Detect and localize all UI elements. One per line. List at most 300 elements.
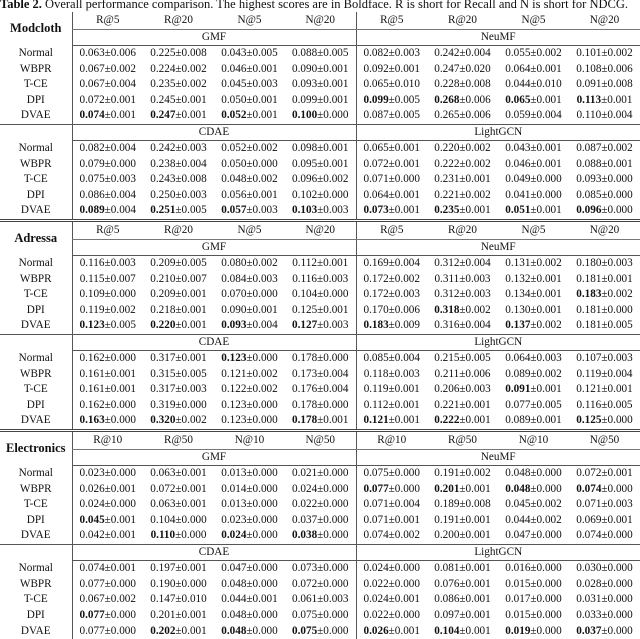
value-cell	[285, 46, 356, 62]
std-value: ±0.001	[601, 514, 632, 526]
std-value: ±0.002	[459, 189, 490, 201]
std-value: ±0.002	[389, 273, 420, 285]
std-value: ±0.001	[175, 625, 206, 637]
value-cell	[356, 287, 427, 303]
mean-value: 0.072	[364, 158, 389, 170]
table-row	[0, 318, 640, 334]
value-cell	[214, 157, 285, 173]
metric-header: R@5	[356, 221, 427, 240]
std-value: ±0.001	[459, 204, 490, 216]
mean-value: 0.043	[221, 47, 246, 59]
std-value: ±0.001	[530, 94, 561, 106]
value-cell	[569, 608, 640, 624]
mean-value: 0.116	[80, 257, 105, 269]
value-cell	[427, 188, 498, 204]
table-row	[0, 367, 640, 383]
value-cell	[143, 318, 214, 334]
value-cell	[143, 351, 214, 367]
caption-text: Overall performance comparison. The highest scores are in Boldface. R is short for Recall and N is short for NDCG.	[42, 0, 628, 11]
mean-value: 0.123	[80, 319, 105, 331]
std-value: ±0.004	[105, 189, 136, 201]
metric-header: N@5	[214, 12, 285, 30]
std-value: ±0.006	[601, 63, 632, 75]
std-value: ±0.001	[459, 609, 490, 621]
value-cell	[498, 466, 569, 482]
mean-value: 0.172	[364, 288, 389, 300]
dataset-label: Adressa	[0, 221, 72, 256]
value-cell	[498, 141, 569, 157]
dataset-label: Electronics	[0, 431, 72, 466]
mean-value: 0.046	[221, 63, 246, 75]
mean-value: 0.022	[292, 498, 317, 510]
value-cell	[285, 188, 356, 204]
std-value: ±0.004	[459, 47, 490, 59]
mean-value: 0.095	[292, 158, 317, 170]
value-cell	[356, 188, 427, 204]
mean-value: 0.048	[505, 483, 530, 495]
mean-value: 0.147	[150, 593, 175, 605]
mean-value: 0.265	[434, 109, 459, 121]
value-cell	[356, 93, 427, 109]
std-value: ±0.005	[530, 399, 561, 411]
metric-header-row	[0, 12, 640, 30]
value-cell	[72, 497, 143, 513]
model-header-row	[0, 335, 640, 351]
mean-value: 0.072	[80, 94, 105, 106]
std-value: ±0.001	[317, 257, 348, 269]
std-value: ±0.000	[105, 414, 136, 426]
std-value: ±0.001	[459, 483, 490, 495]
mean-value: 0.215	[434, 352, 459, 364]
mean-value: 0.250	[150, 189, 175, 201]
value-cell	[214, 577, 285, 593]
value-cell	[285, 272, 356, 288]
mean-value: 0.091	[505, 383, 530, 395]
std-value: ±0.004	[246, 319, 277, 331]
std-value: ±0.001	[459, 593, 490, 605]
table-row	[0, 77, 640, 93]
method-label: Normal	[0, 141, 72, 157]
mean-value: 0.225	[150, 47, 175, 59]
std-value: ±0.005	[317, 47, 348, 59]
value-cell	[569, 382, 640, 398]
metric-header: R@5	[72, 12, 143, 30]
metric-header: N@20	[285, 221, 356, 240]
std-value: ±0.003	[459, 273, 490, 285]
mean-value: 0.024	[364, 593, 389, 605]
mean-value: 0.319	[150, 399, 175, 411]
std-value: ±0.005	[175, 204, 206, 216]
value-cell	[214, 466, 285, 482]
value-cell	[214, 272, 285, 288]
mean-value: 0.085	[576, 189, 601, 201]
mean-value: 0.077	[80, 578, 105, 590]
value-cell	[427, 367, 498, 383]
std-value: ±0.001	[459, 173, 490, 185]
mean-value: 0.103	[292, 204, 317, 216]
mean-value: 0.044	[505, 514, 530, 526]
value-cell	[569, 351, 640, 367]
method-label: DVAE	[0, 413, 72, 430]
method-label: Normal	[0, 466, 72, 482]
mean-value: 0.109	[80, 288, 105, 300]
value-cell	[569, 62, 640, 78]
value-cell	[427, 46, 498, 62]
mean-value: 0.242	[150, 142, 175, 154]
value-cell	[498, 398, 569, 414]
value-cell	[427, 157, 498, 173]
mean-value: 0.075	[364, 467, 389, 479]
std-value: ±0.000	[530, 625, 561, 637]
value-cell	[214, 287, 285, 303]
std-value: ±0.001	[459, 514, 490, 526]
model-name-left: GMF	[72, 30, 356, 46]
std-value: ±0.000	[317, 498, 348, 510]
mean-value: 0.031	[576, 593, 601, 605]
value-cell	[569, 497, 640, 513]
value-cell	[569, 592, 640, 608]
mean-value: 0.320	[150, 414, 175, 426]
value-cell	[498, 482, 569, 498]
table-row	[0, 466, 640, 482]
mean-value: 0.178	[292, 399, 317, 411]
mean-value: 0.050	[221, 158, 246, 170]
mean-value: 0.311	[434, 273, 459, 285]
model-name-right: LightGCN	[356, 124, 640, 140]
value-cell	[143, 108, 214, 124]
std-value: ±0.003	[104, 257, 135, 269]
value-cell	[285, 287, 356, 303]
std-value: ±0.001	[389, 63, 420, 75]
table-row	[0, 303, 640, 319]
value-cell	[285, 608, 356, 624]
method-label: DVAE	[0, 203, 72, 220]
std-value: ±0.001	[601, 273, 632, 285]
model-name-right: NeuMF	[356, 30, 640, 46]
std-value: ±0.000	[601, 204, 632, 216]
mean-value: 0.317	[150, 383, 175, 395]
value-cell	[356, 62, 427, 78]
std-value: ±0.000	[530, 529, 561, 541]
mean-value: 0.100	[292, 109, 317, 121]
std-value: ±0.004	[175, 158, 206, 170]
std-value: ±0.001	[105, 562, 136, 574]
mean-value: 0.130	[505, 304, 530, 316]
value-cell	[72, 351, 143, 367]
mean-value: 0.118	[364, 368, 389, 380]
std-value: ±0.000	[175, 529, 206, 541]
value-cell	[569, 272, 640, 288]
mean-value: 0.191	[434, 467, 459, 479]
std-value: ±0.000	[175, 399, 206, 411]
table-row	[0, 413, 640, 430]
model-name-right: NeuMF	[356, 450, 640, 466]
value-cell	[427, 256, 498, 272]
value-cell	[569, 482, 640, 498]
mean-value: 0.116	[292, 273, 317, 285]
value-cell	[569, 466, 640, 482]
mean-value: 0.045	[221, 78, 246, 90]
mean-value: 0.067	[80, 78, 105, 90]
mean-value: 0.081	[434, 562, 459, 574]
value-cell	[356, 272, 427, 288]
std-value: ±0.001	[601, 383, 632, 395]
mean-value: 0.055	[505, 47, 530, 59]
std-value: ±0.000	[389, 173, 420, 185]
std-value: ±0.001	[389, 593, 420, 605]
method-label: Normal	[0, 561, 72, 577]
model-name-left: CDAE	[72, 335, 356, 351]
mean-value: 0.074	[80, 109, 105, 121]
method-label: T-CE	[0, 77, 72, 93]
std-value: ±0.003	[389, 288, 420, 300]
std-value: ±0.001	[175, 467, 206, 479]
mean-value: 0.071	[364, 173, 389, 185]
std-value: ±0.000	[105, 578, 136, 590]
mean-value: 0.132	[505, 273, 530, 285]
mean-value: 0.089	[80, 204, 105, 216]
std-value: ±0.000	[317, 109, 348, 121]
mean-value: 0.077	[364, 483, 389, 495]
value-cell	[72, 108, 143, 124]
std-value: ±0.002	[105, 593, 136, 605]
value-cell	[498, 367, 569, 383]
method-label: DPI	[0, 608, 72, 624]
std-value: ±0.000	[105, 609, 136, 621]
std-value: ±0.000	[317, 514, 348, 526]
value-cell	[72, 203, 143, 220]
std-value: ±0.000	[246, 352, 277, 364]
std-value: ±0.002	[246, 173, 277, 185]
std-value: ±0.001	[317, 414, 348, 426]
value-cell	[285, 624, 356, 639]
value-cell	[285, 513, 356, 529]
std-value: ±0.000	[317, 288, 348, 300]
value-cell	[143, 513, 214, 529]
mean-value: 0.087	[364, 109, 389, 121]
std-value: ±0.000	[246, 158, 277, 170]
value-cell	[498, 497, 569, 513]
value-cell	[498, 413, 569, 430]
value-cell	[569, 318, 640, 334]
std-value: ±0.005	[175, 257, 206, 269]
value-cell	[569, 413, 640, 430]
std-value: ±0.002	[389, 529, 420, 541]
std-value: ±0.009	[389, 319, 420, 331]
std-value: ±0.001	[389, 158, 420, 170]
value-cell	[356, 497, 427, 513]
std-value: ±0.000	[601, 529, 632, 541]
metric-header: R@20	[427, 221, 498, 240]
std-value: ±0.000	[105, 399, 136, 411]
metric-header: R@10	[356, 431, 427, 450]
mean-value: 0.162	[80, 352, 105, 364]
value-cell	[143, 528, 214, 544]
value-cell	[72, 141, 143, 157]
mean-value: 0.023	[221, 514, 246, 526]
std-value: ±0.001	[246, 304, 277, 316]
value-cell	[143, 303, 214, 319]
mean-value: 0.072	[292, 578, 317, 590]
std-value: ±0.001	[530, 63, 561, 75]
value-cell	[285, 497, 356, 513]
mean-value: 0.049	[505, 173, 530, 185]
model-name-left: CDAE	[72, 545, 356, 561]
value-cell	[72, 561, 143, 577]
mean-value: 0.312	[434, 257, 459, 269]
model-name-right: LightGCN	[356, 545, 640, 561]
value-cell	[285, 203, 356, 220]
std-value: ±0.002	[459, 158, 490, 170]
std-value: ±0.000	[317, 483, 348, 495]
std-value: ±0.001	[175, 483, 206, 495]
value-cell	[143, 561, 214, 577]
value-cell	[569, 561, 640, 577]
value-cell	[569, 287, 640, 303]
mean-value: 0.082	[364, 47, 389, 59]
mean-value: 0.044	[505, 78, 530, 90]
std-value: ±0.000	[175, 514, 206, 526]
std-value: ±0.010	[389, 78, 420, 90]
mean-value: 0.206	[434, 383, 459, 395]
table-row	[0, 513, 640, 529]
mean-value: 0.220	[434, 142, 459, 154]
method-label: T-CE	[0, 592, 72, 608]
value-cell	[72, 466, 143, 482]
mean-value: 0.080	[221, 257, 246, 269]
mean-value: 0.052	[221, 142, 246, 154]
model-header-row	[0, 30, 640, 46]
mean-value: 0.033	[576, 609, 601, 621]
std-value: ±0.008	[175, 47, 206, 59]
mean-value: 0.191	[434, 514, 459, 526]
value-cell	[214, 62, 285, 78]
mean-value: 0.037	[576, 625, 601, 637]
value-cell	[569, 398, 640, 414]
mean-value: 0.178	[292, 352, 317, 364]
metric-header-row	[0, 431, 640, 450]
std-value: ±0.001	[105, 514, 136, 526]
std-value: ±0.000	[530, 467, 561, 479]
mean-value: 0.072	[576, 467, 601, 479]
std-value: ±0.003	[530, 352, 561, 364]
value-cell	[356, 413, 427, 430]
value-cell	[569, 77, 640, 93]
value-cell	[356, 141, 427, 157]
value-cell	[285, 482, 356, 498]
value-cell	[498, 318, 569, 334]
mean-value: 0.074	[576, 529, 601, 541]
value-cell	[214, 624, 285, 639]
value-cell	[214, 141, 285, 157]
value-cell	[285, 561, 356, 577]
value-cell	[214, 77, 285, 93]
mean-value: 0.121	[576, 383, 601, 395]
std-value: ±0.001	[105, 109, 136, 121]
mean-value: 0.113	[577, 94, 602, 106]
table-row	[0, 351, 640, 367]
mean-value: 0.048	[221, 625, 246, 637]
method-label: Normal	[0, 256, 72, 272]
std-value: ±0.004	[105, 142, 136, 154]
value-cell	[498, 188, 569, 204]
value-cell	[427, 287, 498, 303]
table-row	[0, 108, 640, 124]
table-row	[0, 272, 640, 288]
mean-value: 0.161	[80, 368, 105, 380]
std-value: ±0.001	[246, 593, 277, 605]
std-value: ±0.006	[389, 304, 420, 316]
table-row	[0, 141, 640, 157]
mean-value: 0.318	[434, 304, 459, 316]
std-value: ±0.005	[246, 47, 277, 59]
metric-header: N@5	[498, 221, 569, 240]
mean-value: 0.123	[221, 414, 246, 426]
mean-value: 0.086	[80, 189, 105, 201]
metric-header: N@10	[498, 431, 569, 450]
value-cell	[143, 141, 214, 157]
method-label: T-CE	[0, 382, 72, 398]
mean-value: 0.115	[80, 273, 105, 285]
std-value: ±0.001	[246, 109, 277, 121]
mean-value: 0.051	[505, 204, 530, 216]
std-value: ±0.000	[389, 467, 420, 479]
mean-value: 0.024	[80, 498, 105, 510]
std-value: ±0.001	[459, 578, 490, 590]
std-value: ±0.002	[459, 142, 490, 154]
value-cell	[143, 413, 214, 430]
value-cell	[214, 351, 285, 367]
mean-value: 0.074	[576, 483, 601, 495]
value-cell	[214, 46, 285, 62]
metric-header: R@50	[427, 431, 498, 450]
metric-header: N@10	[214, 431, 285, 450]
mean-value: 0.093	[576, 173, 601, 185]
std-value: ±0.003	[601, 352, 632, 364]
std-value: ±0.000	[246, 562, 277, 574]
std-value: ±0.000	[601, 562, 632, 574]
mean-value: 0.231	[434, 173, 459, 185]
value-cell	[285, 77, 356, 93]
mean-value: 0.043	[505, 142, 530, 154]
std-value: ±0.001	[530, 273, 561, 285]
value-cell	[72, 303, 143, 319]
value-cell	[356, 367, 427, 383]
std-value: ±0.003	[317, 273, 348, 285]
std-value: ±0.001	[105, 529, 136, 541]
value-cell	[143, 46, 214, 62]
value-cell	[214, 256, 285, 272]
value-cell	[285, 172, 356, 188]
mean-value: 0.102	[292, 189, 317, 201]
value-cell	[427, 513, 498, 529]
std-value: ±0.010	[530, 78, 561, 90]
std-value: ±0.001	[530, 142, 561, 154]
mean-value: 0.037	[292, 514, 317, 526]
value-cell	[569, 513, 640, 529]
mean-value: 0.045	[505, 498, 530, 510]
std-value: ±0.001	[246, 63, 277, 75]
table-row	[0, 398, 640, 414]
value-cell	[143, 157, 214, 173]
value-cell	[427, 108, 498, 124]
value-cell	[498, 77, 569, 93]
value-cell	[72, 62, 143, 78]
std-value: ±0.001	[530, 204, 561, 216]
value-cell	[214, 93, 285, 109]
value-cell	[143, 382, 214, 398]
value-cell	[72, 172, 143, 188]
